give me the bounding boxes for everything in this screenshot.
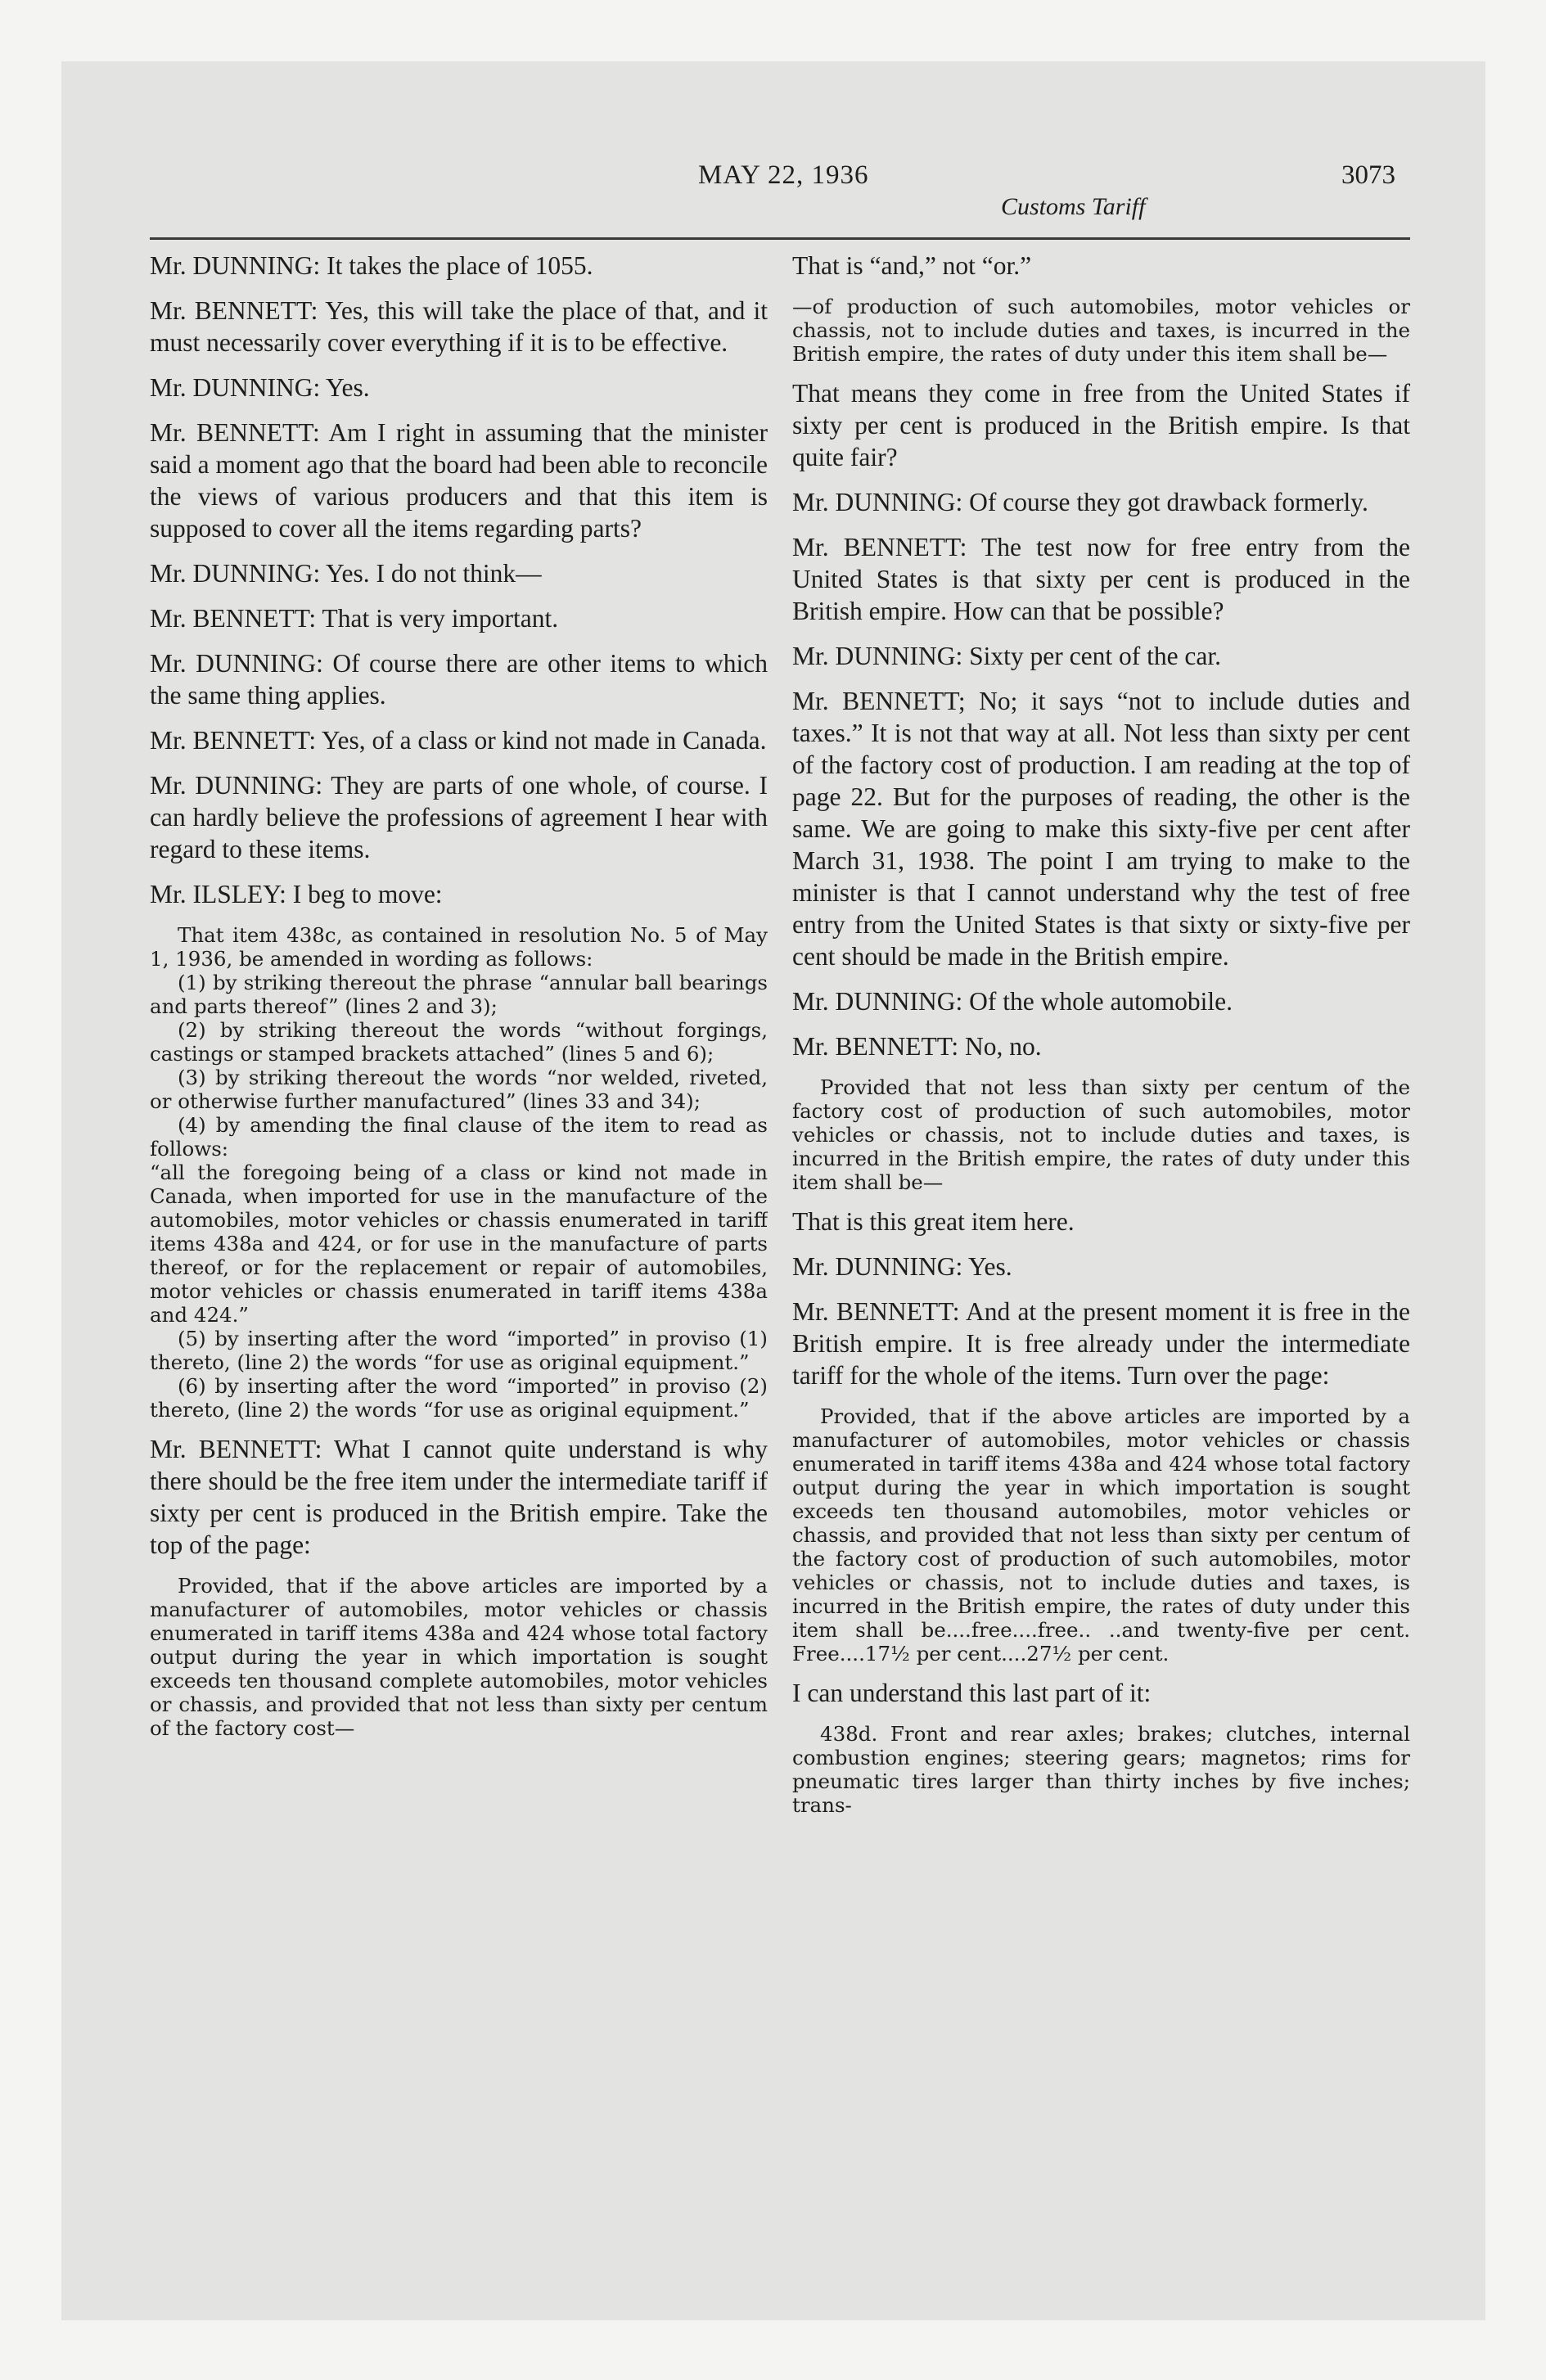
paragraph: That is “and,” not “or.”	[792, 251, 1032, 280]
motion-line: “all the foregoing being of a class or kind not made in Canada, when imported for use in the manufacture of the automobiles, motor vehicles or chassis enumerated in tariff items 438a and 424, or for use in the manufacture of parts thereof, or for the replacement or repair of automobiles, motor vehicles or chassis enumerated in tariff items 438a and 424.”	[150, 1161, 768, 1327]
left-column	[150, 250, 768, 2202]
paragraph: That means they come in free from the United States if sixty per cent is produced in the British empire. Is that quite fair?	[792, 379, 1410, 471]
paragraph: Mr. BENNETT: That is very important.	[150, 604, 559, 633]
paragraph: Mr. DUNNING: Yes.	[150, 373, 370, 402]
paragraph: Mr. BENNETT: Am I right in assuming that the minister said a moment ago that the board had been able to reconcile the views of various producers and that this item is supposed to cover all the items regarding parts?	[150, 418, 768, 543]
motion-line: (4) by amending the final clause of the item to read as follows:	[150, 1113, 768, 1161]
page-date: MAY 22, 1936	[698, 160, 869, 190]
running-head	[150, 146, 1410, 219]
paragraph: Mr. DUNNING: It takes the place of 1055.	[150, 251, 593, 280]
page-number: 3073	[1341, 160, 1395, 190]
paragraph: Mr. BENNETT: Yes, this will take the place of that, and it must necessarily cover everything if it is to be effective.	[150, 296, 768, 357]
motion-text	[150, 923, 768, 1422]
motion-line: (5) by inserting after the word “imported” in proviso (1) thereto, (line 2) the words “for use as original equipment.”	[150, 1327, 768, 1374]
quoted-text: —of production of such automobiles, motor vehicles or chassis, not to include duties and taxes, is incurred in the British empire, the rates of duty under this item shall be—	[792, 295, 1410, 366]
paragraph: That is this great item here.	[792, 1207, 1075, 1236]
paragraph: Mr. ILSLEY: I beg to move:	[150, 880, 443, 908]
paragraph: Mr. DUNNING: They are parts of one whole, of course. I can hardly believe the professions of agreement I hear with regard to these items.	[150, 771, 768, 863]
motion-line: That item 438c, as contained in resolution No. 5 of May 1, 1936, be amended in wording as follows:	[150, 923, 768, 971]
paragraph: Mr. DUNNING: Yes. I do not think—	[150, 559, 542, 588]
paragraph: Mr. BENNETT: Yes, of a class or kind not made in Canada.	[150, 726, 767, 755]
motion-line: (3) by striking thereout the words “nor welded, riveted, or otherwise further manufactured” (lines 33 and 34);	[150, 1066, 768, 1113]
paragraph: Mr. BENNETT: The test now for free entry from the United States is that sixty per cent is produced in the British empire. How can that be possible?	[792, 533, 1410, 625]
motion-line: (1) by striking thereout the phrase “annular ball bearings and parts thereof” (lines 2 and 3);	[150, 971, 768, 1018]
motion-line: (6) by inserting after the word “imported” in proviso (2) thereto, (line 2) the words “for use as original equipment.”	[150, 1374, 768, 1422]
paragraph: I can understand this last part of it:	[792, 1679, 1152, 1707]
paragraph: Mr. BENNETT: No, no.	[792, 1032, 1042, 1061]
header-rule	[150, 237, 1410, 240]
paragraph: Mr. DUNNING: Yes.	[792, 1252, 1012, 1281]
right-column	[792, 250, 1410, 2202]
paragraph: Mr. DUNNING: Of the whole automobile.	[792, 987, 1233, 1016]
motion-line: (2) by striking thereout the words “without forgings, castings or stamped brackets attached” (lines 5 and 6);	[150, 1018, 768, 1066]
quoted-text: Provided, that if the above articles are imported by a manufacturer of automobiles, motor vehicles or chassis enumerated in tariff items 438a and 424 whose total factory output during the year in which importation is sought exceeds ten thousand complete automobiles, motor vehicles or chassis, and provided that not less than sixty per centum of the factory cost—	[150, 1574, 768, 1740]
paragraph: Mr. BENNETT; No; it says “not to include duties and taxes.” It is not that way at all. Not less than sixty per cent of the factory cost of production. I am reading at the top of page 22. But for the purposes of reading, the other is the same. We are going to make this sixty-five per cent after March 31, 1938. The point I am trying to make to the minister is that I cannot understand why the test of free entry from the United States is that sixty or sixty-five per cent should be made in the British empire.	[792, 687, 1410, 971]
paragraph: Mr. BENNETT: What I cannot quite understand is why there should be the free item under the intermediate tariff if sixty per cent is produced in the British empire. Take the top of the page:	[150, 1435, 768, 1559]
quoted-text: Provided that not less than sixty per centum of the factory cost of production of such automobiles, motor vehicles or chassis, not to include duties and taxes, is incurred in the British empire, the rates of duty under this item shall be—	[792, 1075, 1410, 1194]
quoted-text: Provided, that if the above articles are imported by a manufacturer of automobiles, motor vehicles or chassis enumerated in tariff items 438a and 424 whose total factory output during the year in which importation is sought exceeds ten thousand automobiles, motor vehicles or chassis, and provided that not less than sixty per centum of the factory cost of production of such automobiles, motor vehicles or chassis, not to include duties and taxes, is incurred in the British empire, the rates of duty under this item shall be....free....free.. ..and twenty-five per cent. Free....17½ per cent....27½ per cent.	[792, 1404, 1410, 1666]
paragraph: Mr. BENNETT: And at the present moment it is free in the British empire. It is free already under the intermediate tariff for the whole of the items. Turn over the page:	[792, 1297, 1410, 1390]
paragraph: Mr. DUNNING: Sixty per cent of the car.	[792, 642, 1222, 670]
section-title: Customs Tariff	[1001, 193, 1146, 220]
paragraph: Mr. DUNNING: Of course they got drawback formerly.	[792, 488, 1368, 516]
paragraph: Mr. DUNNING: Of course there are other items to which the same thing applies.	[150, 649, 768, 710]
quoted-text: 438d. Front and rear axles; brakes; clutches, internal combustion engines; steering gears; magnetos; rims for pneumatic tires larger than thirty inches by five inches; trans-	[792, 1722, 1410, 1817]
